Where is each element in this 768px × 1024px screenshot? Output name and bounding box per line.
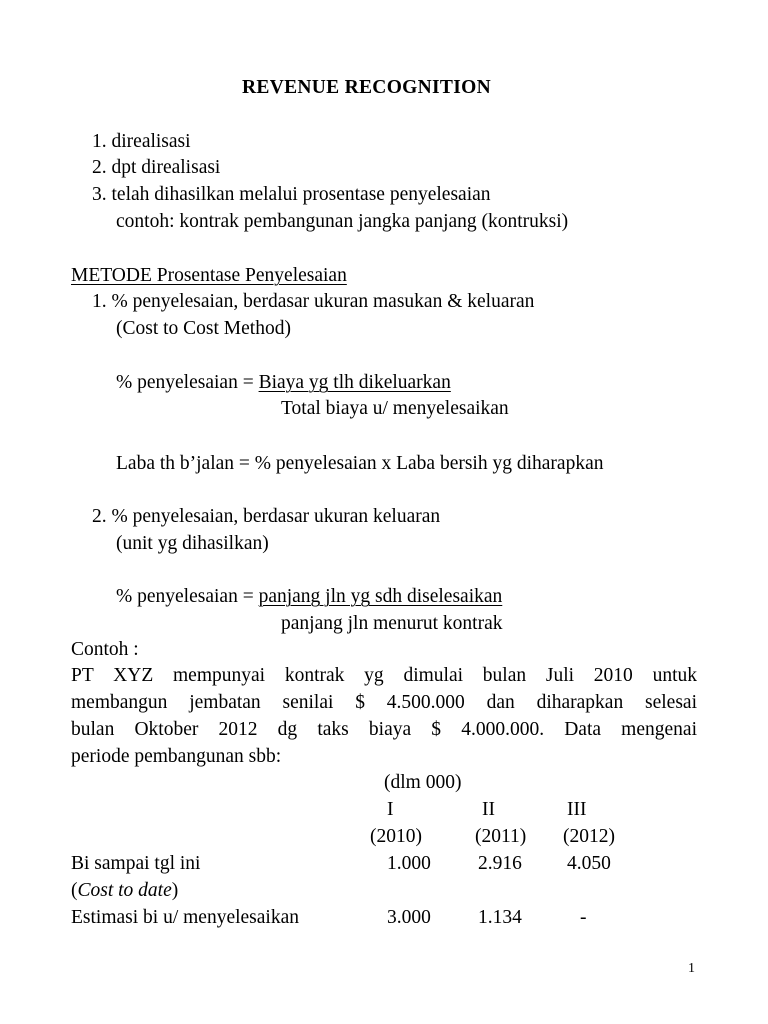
example-heading: Contoh : <box>71 639 139 660</box>
table-cell: 2.916 <box>478 853 522 874</box>
method-heading: METODE Prosentase Penyelesaian <box>71 265 347 286</box>
table-row-label: Estimasi bi u/ menyelesaikan <box>71 907 299 928</box>
column-header-year: (2011) <box>475 826 527 847</box>
formula-denominator: Total biaya u/ menyelesaikan <box>281 398 509 419</box>
column-header-year: (2012) <box>563 826 615 847</box>
table-cell: 1.134 <box>478 907 522 928</box>
document-title: REVENUE RECOGNITION <box>242 77 491 98</box>
table-row-label: Bi sampai tgl ini <box>71 853 201 874</box>
label-italic: Cost to date <box>77 880 172 901</box>
table-cell: - <box>580 907 587 928</box>
profit-formula: Laba th b’jalan = % penyelesaian x Laba bersih yg diharapkan <box>116 453 604 474</box>
method-1-title: 1. % penyelesaian, berdasar ukuran masukan & keluaran <box>92 291 535 312</box>
list-item: 3. telah dihasilkan melalui prosentase penyelesaian <box>92 184 491 205</box>
example-line: membangun jembatan senilai $ 4.500.000 dan diharapkan selesai <box>71 692 697 713</box>
column-header-roman: III <box>567 799 587 820</box>
method-2-subtitle: (unit yg dihasilkan) <box>116 533 269 554</box>
label-open: ( <box>71 880 78 901</box>
example-line: PT XYZ mempunyai kontrak yg dimulai bulan Juli 2010 untuk <box>71 665 697 686</box>
formula-lhs: % penyelesaian = <box>116 586 259 607</box>
table-cell: 4.050 <box>567 853 611 874</box>
column-header-roman: I <box>387 799 394 820</box>
page-number: 1 <box>688 961 695 976</box>
column-header-roman: II <box>482 799 495 820</box>
table-row-label <box>71 881 178 901</box>
table-cell: 3.000 <box>387 907 431 928</box>
formula-lhs: % penyelesaian = <box>116 372 259 393</box>
column-header-year: (2010) <box>370 826 422 847</box>
table-cell: 1.000 <box>387 853 431 874</box>
formula-numerator: Biaya yg tlh dikeluarkan <box>258 372 451 393</box>
method-2-formula <box>116 587 502 607</box>
method-2-title: 2. % penyelesaian, berdasar ukuran keluaran <box>92 506 441 527</box>
label-close: ) <box>171 880 179 901</box>
example-line: periode pembangunan sbb: <box>71 746 282 767</box>
list-item-example: contoh: kontrak pembangunan jangka panjang (kontruksi) <box>116 211 569 232</box>
table-unit-note: (dlm 000) <box>384 772 462 793</box>
method-1-subtitle: (Cost to Cost Method) <box>116 318 291 339</box>
formula-numerator: panjang jln yg sdh diselesaikan <box>258 586 503 607</box>
list-item: 2. dpt direalisasi <box>92 157 221 178</box>
list-item: 1. direalisasi <box>92 131 191 152</box>
example-line: bulan Oktober 2012 dg taks biaya $ 4.000.000. Data mengenai <box>71 719 697 740</box>
method-1-formula <box>116 373 451 393</box>
formula-denominator: panjang jln menurut kontrak <box>281 613 503 634</box>
